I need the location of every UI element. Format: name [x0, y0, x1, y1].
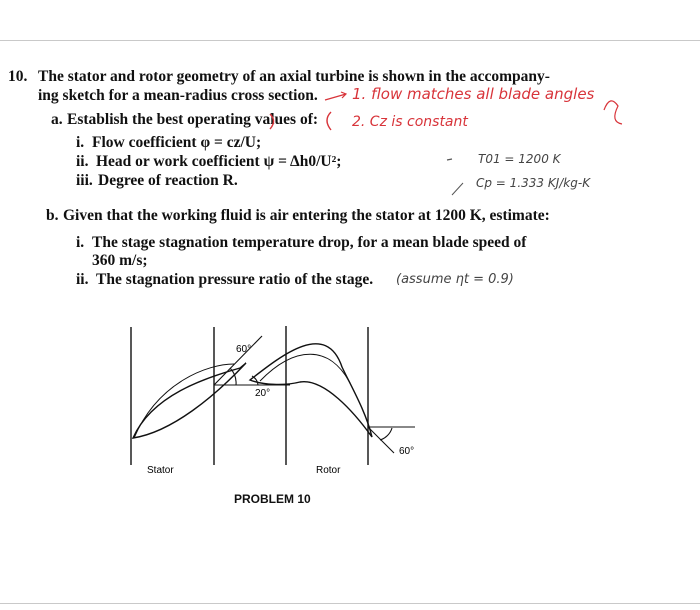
pen-arrow	[325, 92, 346, 100]
intro-line-1: The stator and rotor geometry of an axial turbine is shown in the accompany-	[38, 68, 550, 85]
item-b-i-line2: 360 m/s;	[92, 252, 148, 269]
pencil-slash	[452, 183, 463, 195]
stator-angle-label: 60°	[236, 344, 252, 355]
rotor-inlet-angle-label: 20°	[255, 388, 271, 399]
item-a-i-text: Flow coefficient φ = cz/U;	[92, 134, 262, 151]
note-assume-efficiency: (assume ηt = 0.9)	[396, 272, 514, 287]
note-flow-matches: 1. flow matches all blade angles	[352, 85, 595, 103]
item-b-ii-text: The stagnation pressure ratio of the stage.	[96, 271, 374, 288]
figure-caption: PROBLEM 10	[234, 492, 311, 506]
item-b-ii-label: ii.	[76, 271, 89, 288]
part-b-label: b.	[46, 207, 59, 224]
item-b-i-line1: The stage stagnation temperature drop, for a mean blade speed of	[92, 234, 527, 251]
item-a-iii-text: Degree of reaction R.	[98, 172, 238, 189]
note-t01: T01 = 1200 K	[478, 152, 561, 166]
intro-line-2: ing sketch for a mean-radius cross section.	[38, 87, 318, 104]
item-a-ii-text: Head or work coefficient ψ = Δh0/U²;	[96, 153, 342, 170]
pen-bracket-close	[270, 114, 274, 129]
rotor-outlet-angle-label: 60°	[399, 446, 415, 457]
part-a-label: a.	[51, 111, 63, 128]
problem-number: 10.	[8, 68, 28, 85]
note-cz-constant: 2. Cz is constant	[352, 114, 468, 130]
stator-label: Stator	[147, 465, 174, 476]
item-b-i-label: i.	[76, 234, 85, 251]
item-a-i-label: i.	[76, 134, 85, 151]
note-cp: Cp = 1.333 KJ/kg-K	[476, 176, 591, 190]
item-a-ii-label: ii.	[76, 153, 89, 170]
part-b-text: Given that the working fluid is air entering the stator at 1200 K, estimate:	[63, 207, 550, 224]
pen-squiggle	[604, 101, 622, 124]
part-a-text: Establish the best operating values of:	[67, 111, 319, 128]
item-a-iii-label: iii.	[76, 172, 93, 189]
stator-blade	[131, 327, 246, 465]
pencil-dash	[447, 159, 452, 160]
rotor-label: Rotor	[316, 465, 341, 476]
pen-bracket-open	[327, 112, 331, 130]
